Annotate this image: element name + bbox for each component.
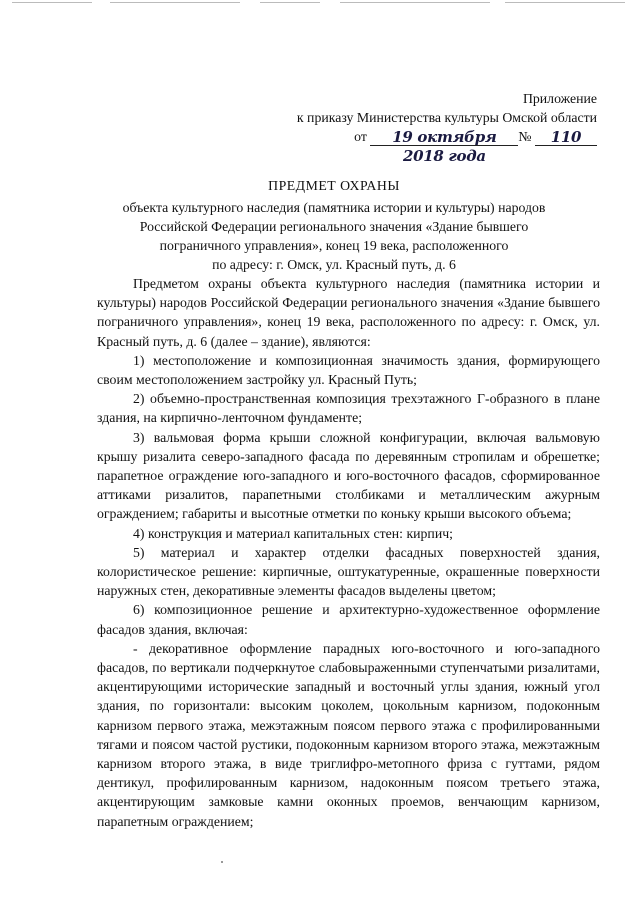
paragraph-item-3: 3) вальмовая форма крыши сложной конфигурации, включая вальмовую крышу ризалита северо-западного фасада по деревянным стропилам и обрешетке; парапетное ограждение юго-западного и юго-восточного фасадов, сформированное аттиками ризалитов, парапетными столбиками и металлическим ажурным ограждением; габариты и высотные отметки по коньку крыши высокого объема; xyxy=(97,429,600,522)
title-line: Российской Федерации регионального значения «Здание бывшего xyxy=(139,219,529,234)
paragraph-item-6: 6) композиционное решение и архитектурно-художественное оформление фасадов здания, включая: xyxy=(97,602,600,637)
paragraph-item-4: 4) конструкция и материал капитальных стен: кирпич; xyxy=(133,525,453,541)
handwritten-number: 110 xyxy=(550,128,582,146)
document-body xyxy=(97,274,600,831)
title-line: объекта культурного наследия (памятника истории и культуры) народов xyxy=(122,200,546,215)
number-prefix: № xyxy=(518,129,532,144)
paragraph-item-6-detail: - декоративное оформление парадных юго-восточного и юго-западного фасадов, по вертикали подчеркнутое слабовыраженными ступенчатыми ризалитами, акцентирующими исторические западный и восточный углы здания, южный угол здания, по горизонтали: высоким цоколем, цокольным карнизом, подоконным карнизом первого этажа, межэтажным поясом первого этажа с профилированными тягами и поясом частой рустики, подоконным карнизом второго этажа, межэтажным карнизом второго этажа, в виде триглифро-метопного фриза с гуттами, рядом дентикул, профилированным карнизом, надоконным поясом третьего этажа, акцентирующим замковые камни оконных проемов, венчающим карнизом, парапетным ограждением; xyxy=(97,640,600,829)
paragraph-item-2: 2) объемно-пространственная композиция трехэтажного Г-образного в плане здания, на кирпично-ленточном фундаменте; xyxy=(97,391,600,426)
title-line: пограничного управления», конец 19 века, расположенного xyxy=(159,238,509,253)
order-reference: к приказу Министерства культуры Омской области xyxy=(296,110,597,125)
scan-top-edge xyxy=(0,0,639,5)
appendix-header xyxy=(296,89,597,165)
appendix-label: Приложение xyxy=(522,91,597,106)
paragraph-item-1: 1) местоположение и композиционная значимость здания, формирующего своим местоположением застройку ул. Красный Путь; xyxy=(97,352,600,388)
paragraph-item-5: 5) материал и характер отделки фасадных поверхностей здания, колористическое решение: кирпичные, оштукатуренные, окрашенные поверхности наружных стен, декоративные элементы фасадов выделены цветом; xyxy=(97,544,600,599)
title-main: ПРЕДМЕТ ОХРАНЫ xyxy=(268,178,400,193)
handwritten-date: 19 октября 2018 года xyxy=(392,128,497,165)
scan-speck xyxy=(221,861,223,863)
order-date-line xyxy=(297,127,597,165)
title-line: по адресу: г. Омск, ул. Красный путь, д. 6 xyxy=(212,257,456,272)
date-prefix: от xyxy=(354,129,367,144)
document-title xyxy=(60,176,608,274)
paragraph-intro: Предметом охраны объекта культурного наследия (памятника истории и культуры) народов Российской Федерации регионального значения «Здание бывшего пограничного управления», конец 19 века, расположенного по адресу: г. Омск, ул. Красный путь, д. 6 (далее – здание), являются: xyxy=(97,276,600,349)
